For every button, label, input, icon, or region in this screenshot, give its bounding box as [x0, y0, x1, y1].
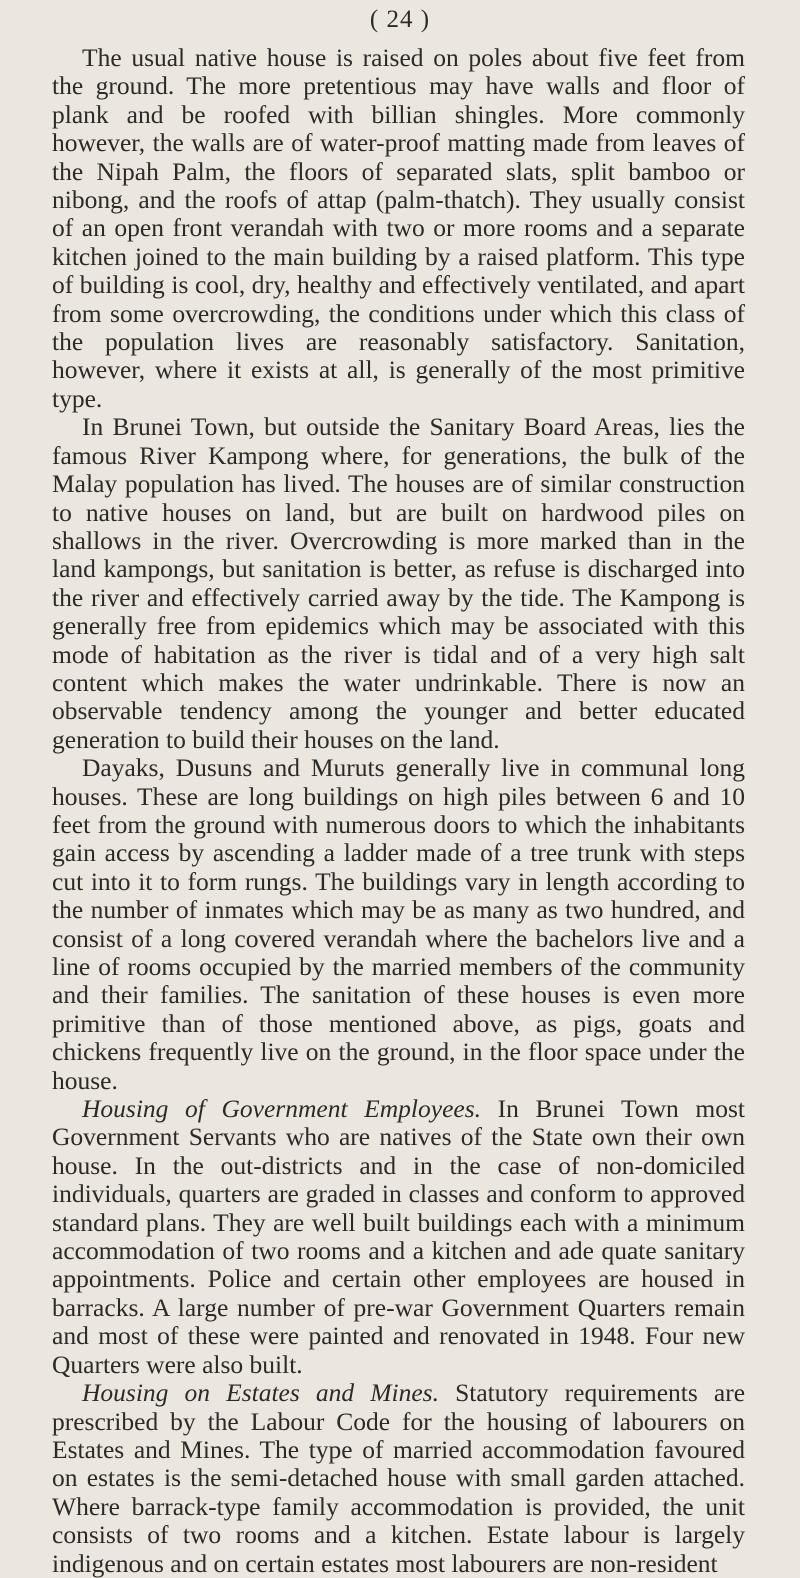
paragraph-estates-housing — [52, 1379, 745, 1578]
body-text — [52, 44, 745, 1578]
paragraph-text: Dayaks, Dusuns and Muruts generally live in communal long houses. These are long buildings on high piles between 6 and 10 feet from the ground with numerous doors to which the inhabitants gain access by ascending a ladder made of a tree trunk with steps cut into it to form rungs. The buildings vary in length according to the number of inmates which may be as many as two hundred, and consist of a long covered verandah where the bachelors live and a line of rooms occupied by the married members of the community and their families. The sanitation of these houses is even more primitive than of those mentioned above, as pigs, goats and chickens frequently live on the ground, in the floor space under the house. — [52, 753, 745, 1095]
paragraph-river-kampong — [52, 413, 745, 754]
paragraph-text: Statutory requirements are prescribed by the Labour Code for the housing of labourers on Estates and Mines. The type of married accommodation favoured on estates is the semi-detached house with small garden attached. Where barrack-type family accommodation is provided, the unit consists of two rooms and a kitchen. Estate labour is largely indigenous and on certain estates most labourers are non-resident — [52, 1378, 746, 1578]
paragraph-text: In Brunei Town most Government Servants who are natives of the State own their own house. In the out-districts and in the case of non-domiciled individuals, quarters are graded in classes and conform to approved standard plans. They are well built buildings each with a minimum accommodation of two rooms and a kitchen and ade quate sanitary appointments. Police and certain other employees are housed in barracks. A large number of pre-war Government Quarters remain and most of these were painted and renovated in 1948. Four new Quarters were also built. — [52, 1094, 745, 1379]
paragraph-long-houses — [52, 754, 745, 1095]
section-heading: Housing of Government Employees. — [82, 1094, 481, 1124]
paragraph-text: In Brunei Town, but outside the Sanitary Board Areas, lies the famous River Kampong where, for generations, the bulk of the Malay population has lived. The houses are of similar construction to native houses on land, but are built on hardwood piles on shallows in the river. Overcrowding is more marked than in the land kampongs, but sanitation is better, as refuse is discharged into the river and effectively carried away by the tide. The Kampong is generally free from epidemics which may be associated with this mode of habitation as the river is tidal and of a very high salt content which makes the water undrinkable. There is now an observable tendency among the younger and better educated generation to build their houses on the land. — [52, 412, 745, 754]
page-number: ( 24 ) — [369, 6, 431, 33]
paragraph-native-houses — [52, 44, 745, 413]
section-heading: Housing on Estates and Mines. — [82, 1378, 439, 1408]
paragraph-government-housing — [52, 1095, 745, 1379]
paragraph-text: The usual native house is raised on poles about five feet from the ground. The more pretentious may have walls and floor of plank and be roofed with billian shingles. More commonly however, the walls are of water-proof matting made from leaves of the Nipah Palm, the floors of separated slats, split bamboo or nibong, and the roofs of attap (palm-thatch). They usually consist of an open front verandah with two or more rooms and a separate kitchen joined to the main building by a raised platform. This type of building is cool, dry, healthy and effectively ventilated, and apart from some overcrowding, the conditions under which this class of the population lives are reasonably satisfactory. Sanitation, however, where it exists at all, is generally of the most primitive type. — [52, 43, 745, 413]
